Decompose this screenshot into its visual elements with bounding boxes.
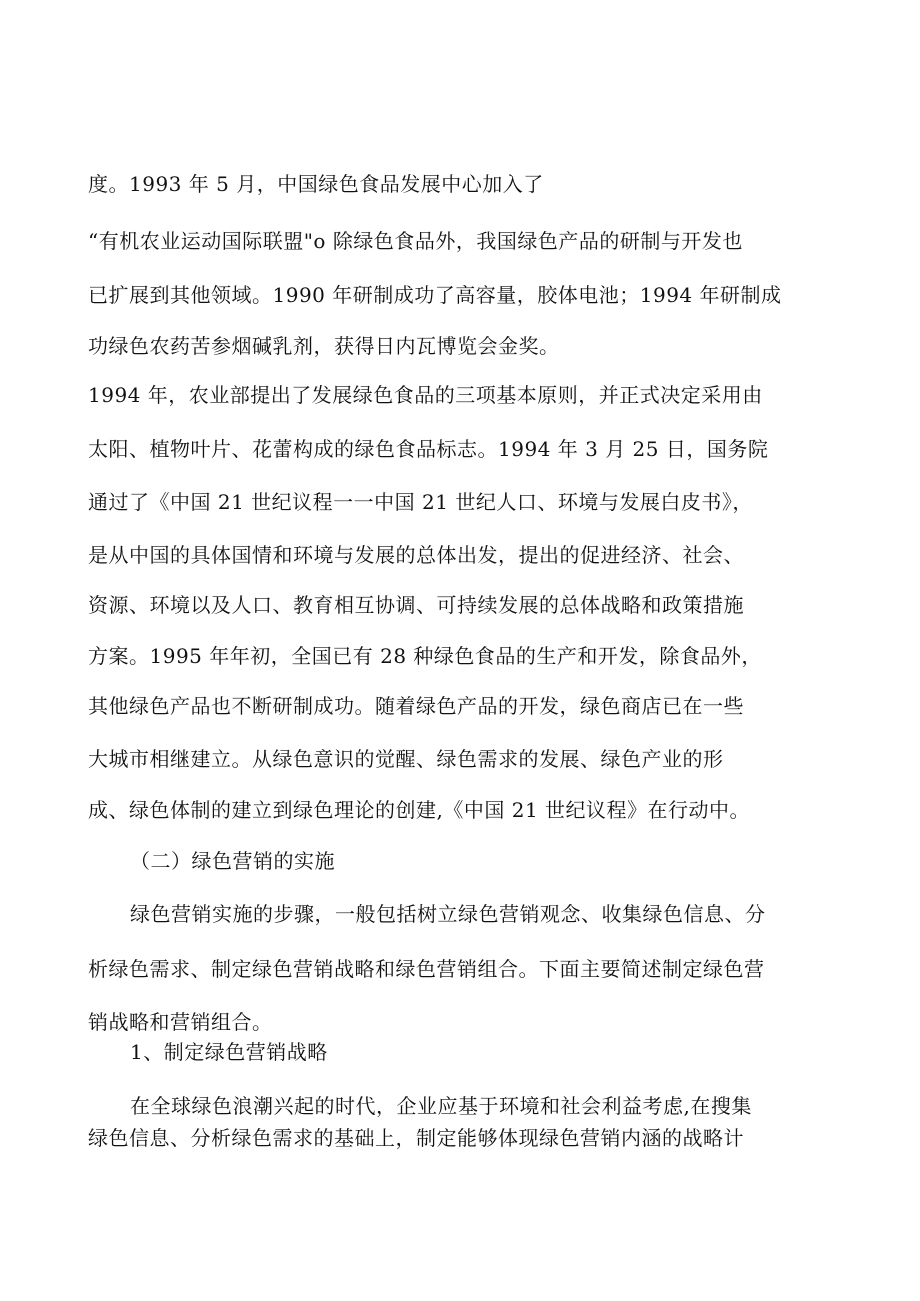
subsection-heading: 1、制定绿色营销战略 bbox=[130, 1040, 328, 1064]
body-text-line: 1994 年，农业部提出了发展绿色食品的三项基本原则，并正式决定采用由 bbox=[88, 383, 763, 407]
body-text-line: 通过了《中国 21 世纪议程一一中国 21 世纪人口、环境与发展白皮书》， bbox=[88, 490, 753, 514]
body-text-line: 大城市相继建立。从绿色意识的觉醒、绿色需求的发展、绿色产业的形 bbox=[88, 747, 724, 771]
body-text-line: “有机农业运动国际联盟"o 除绿色食品外，我国绿色产品的研制与开发也 bbox=[88, 229, 743, 253]
body-text-line: 度。1993 年 5 月，中国绿色食品发展中心加入了 bbox=[88, 172, 544, 196]
body-text-line: 已扩展到其他领域。1990 年研制成功了高容量，胶体电池；1994 年研制成 bbox=[88, 283, 782, 307]
body-text-line: 销战略和营销组合。 bbox=[88, 1010, 273, 1034]
body-text-line: 在全球绿色浪潮兴起的时代，企业应基于环境和社会利益考虑,在搜集 bbox=[130, 1094, 752, 1118]
body-text-line: 资源、环境以及人口、教育相互协调、可持续发展的总体战略和政策措施 bbox=[88, 593, 744, 617]
body-text-line: 析绿色需求、制定绿色营销战略和绿色营销组合。下面主要简述制定绿色营 bbox=[88, 957, 765, 981]
body-text-line: 功绿色农药苦参烟碱乳剂，获得日内瓦博览会金奖。 bbox=[88, 334, 560, 358]
body-text-line: 其他绿色产品也不断研制成功。随着绿色产品的开发，绿色商店已在一些 bbox=[88, 694, 744, 718]
body-text-line: 成、绿色体制的建立到绿色理论的创建,《中国 21 世纪议程》在行动中。 bbox=[88, 798, 751, 822]
body-text-line: 绿色信息、分析绿色需求的基础上，制定能够体现绿色营销内涵的战略计 bbox=[88, 1126, 744, 1150]
body-text-line: 绿色营销实施的步骤，一般包括树立绿色营销观念、收集绿色信息、分 bbox=[130, 902, 766, 926]
body-text-line: 方案。1995 年年初，全国已有 28 种绿色食品的生产和开发，除食品外， bbox=[88, 644, 762, 668]
section-heading: （二）绿色营销的实施 bbox=[130, 849, 335, 873]
body-text-line: 是从中国的具体国情和环境与发展的总体出发，提出的促进经济、社会、 bbox=[88, 543, 744, 567]
body-text-line: 太阳、植物叶片、花蕾构成的绿色食品标志。1994 年 3 月 25 日，国务院 bbox=[88, 437, 769, 461]
